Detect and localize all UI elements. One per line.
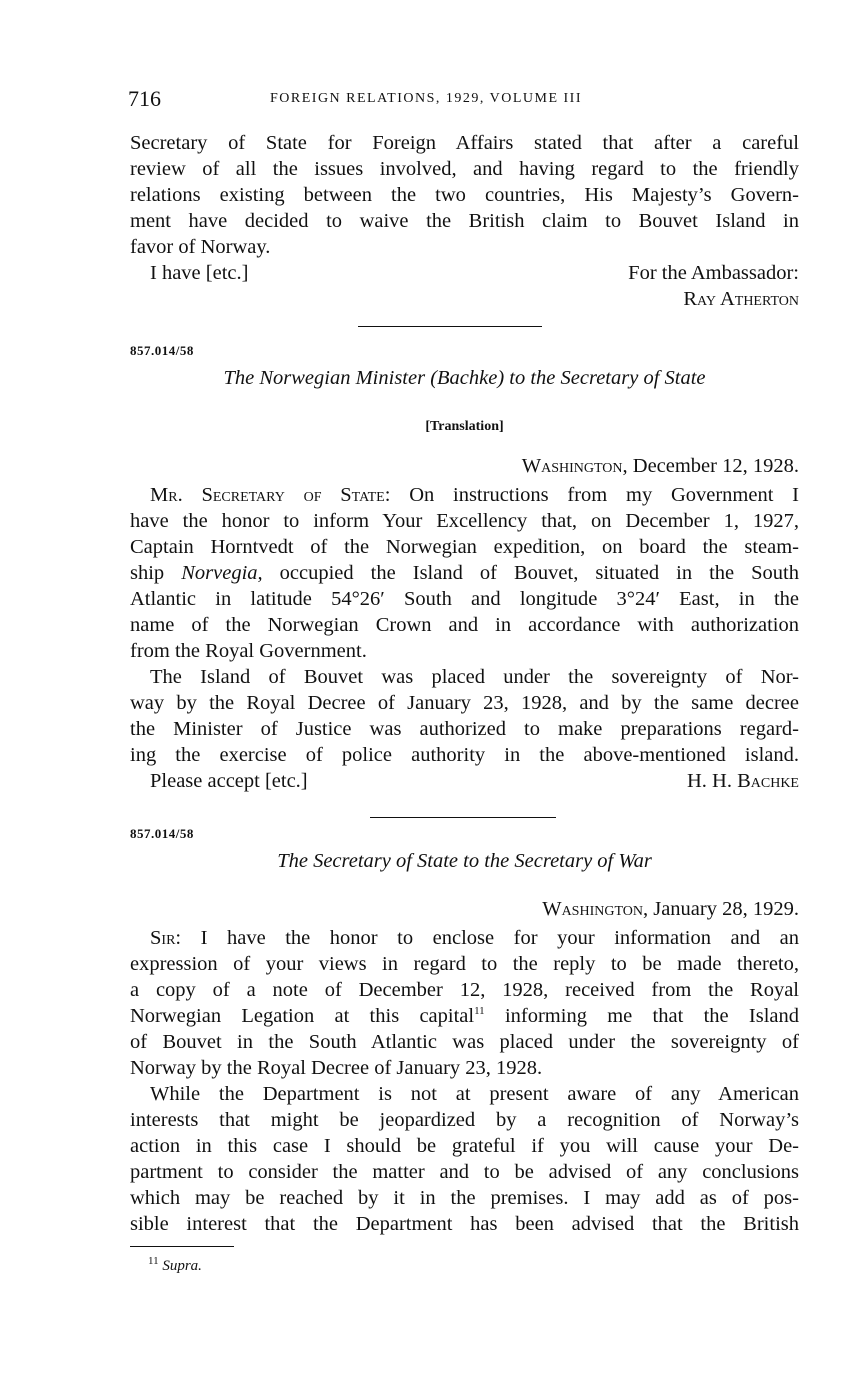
body-line: review of all the issues involved, and having regard to the friendly [130,158,799,180]
body-line: action in this case I should be grateful if you will cause your De- [130,1135,799,1157]
section-divider [358,326,542,327]
dateline-date: December 12, 1928. [627,455,799,477]
dateline-date: January 28, 1929. [648,898,799,920]
body-line: Atlantic in latitude 54°26′ South and longitude 3°24′ East, in the [130,588,799,610]
body-line: Mr. Secretary of State: On instructions from my Government I [150,484,799,506]
body-line: interests that might be jeopardized by a recognition of Norway’s [130,1109,799,1131]
closing: Please accept [etc.] [150,770,308,792]
body-line: ing the exercise of police authority in the above-mentioned island. [130,744,799,766]
page-number: 716 [128,86,161,111]
footnote-ref: 11 [474,1005,485,1018]
body-line: have the honor to inform Your Excellency that, on December 1, 1927, [130,510,799,532]
salutation: Mr. Secretary of State: [150,484,391,506]
footnote-rule [130,1246,234,1247]
body-line: sible interest that the Department has been advised that the British [130,1213,799,1235]
signature: Ray Atherton [683,288,799,310]
document-title: The Norwegian Minister (Bachke) to the Secretary of State [223,367,706,389]
body-line: While the Department is not at present aware of any American [150,1083,799,1105]
body-line: ship Norvegia, occupied the Island of Bouvet, situated in the South [130,562,800,584]
section-divider [370,817,556,818]
body-line: name of the Norwegian Crown and in accordance with authorization [130,614,799,636]
body-line: a copy of a note of December 12, 1928, received from the Royal [130,979,799,1001]
body-line: favor of Norway. [130,236,271,258]
body-line: The Island of Bouvet was placed under the sovereignty of Nor- [150,666,799,688]
body-line: the Minister of Justice was authorized to make preparations regard- [130,718,799,740]
body-line: from the Royal Government. [130,640,367,662]
body-line: ment have decided to waive the British claim to Bouvet Island in [130,210,799,232]
body-line: Norway by the Royal Decree of January 23, 1928. [130,1057,543,1079]
dateline-place: Washington, [542,898,649,920]
dateline [130,453,799,479]
document-title: The Secretary of State to the Secretary of War [277,850,652,872]
signature: H. H. Bachke [686,770,799,792]
body-line: Secretary of State for Foreign Affairs stated that after a careful [130,132,799,154]
body-line: way by the Royal Decree of January 23, 1928, and by the same decree [130,692,799,714]
body-line: which may be reached by it in the premises. I may add as of pos- [130,1187,799,1209]
file-number: 857.014/58 [130,343,194,358]
signoff: For the Ambassador: [628,262,799,284]
translation-note: [Translation] [425,419,504,434]
body-line: of Bouvet in the South Atlantic was placed under the sovereignty of [130,1031,799,1053]
salutation: Sir: [150,927,182,949]
body-line: relations existing between the two countries, His Majesty’s Govern- [130,184,799,206]
footnote [148,1255,202,1275]
footnote-text: Supra. [162,1258,202,1274]
running-title: FOREIGN RELATIONS, 1929, VOLUME III [270,91,583,106]
dateline [130,896,799,922]
closing: I have [etc.] [150,262,249,284]
body-line: Sir: I have the honor to enclose for your information and an [150,927,799,949]
footnote-marker: 11 [148,1255,159,1267]
body-line: partment to consider the matter and to be advised of any conclusions [130,1161,799,1183]
body-line: expression of your views in regard to the reply to be made thereto, [130,953,799,975]
file-number: 857.014/58 [130,826,194,841]
body-line: Captain Horntvedt of the Norwegian expedition, on board the steam- [130,536,799,558]
dateline-place: Washington, [521,455,628,477]
body-line: Norwegian Legation at this capital$^{11}$ informing me that the Island [130,1005,799,1027]
ship-name: Norvegia, [181,562,263,584]
